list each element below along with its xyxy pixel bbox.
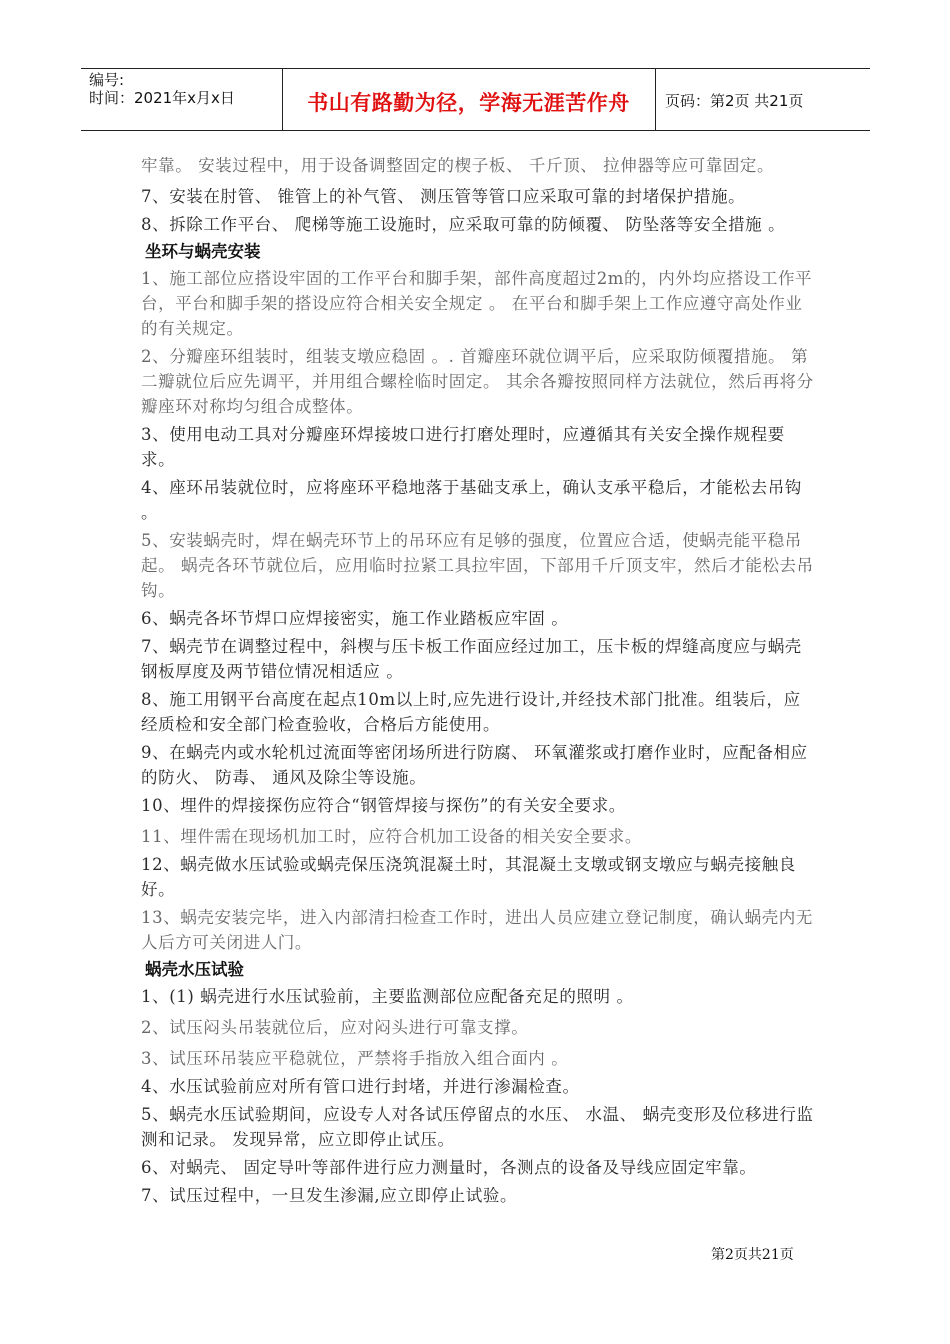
list-item: 5、安装蜗壳时，焊在蜗壳环节上的吊环应有足够的强度，位置应合适，使蜗壳能平稳吊起。 蜗壳各环节就位后，应用临时拉紧工具拉牢固，下部用千斤顶支牢，然后才能松去吊钩。 (141, 531, 814, 600)
list-item: 8、施工用钢平台高度在起点10m以上时,应先进行设计,并经技术部门批准。组装后，应经质检和安全部门检查验收，合格后方能使用。 (141, 690, 801, 734)
list-item: 10、埋件的焊接探伤应符合“钢管焊接与探伤”的有关安全要求。 (141, 796, 626, 815)
list-item: 4、水压试验前应对所有管口进行封堵，并进行渗漏检查。 (141, 1077, 580, 1096)
list-item: 2、分瓣座环组装时，组装支墩应稳固 。. 首瓣座环就位调平后，应采取防倾覆措施。 第二瓣就位后应先调平，并用组合螺栓临时固定。 其余各瓣按照同样方法就位，然后再将分瓣座环对称均匀组合成整体。 (141, 347, 814, 416)
list-item: 3、试压环吊装应平稳就位，严禁将手指放入组合面内 。 (141, 1049, 569, 1068)
list-item: 12、蜗壳做水压试验或蜗壳保压浇筑混凝土时，其混凝土支墩或钢支墩应与蜗壳接触良好。 (141, 855, 796, 899)
list-item: 4、座环吊装就位时，应将座环平稳地落于基础支承上，确认支承平稳后，才能松去吊钩 。 (141, 478, 802, 522)
paragraph: 8、拆除工作平台、 爬梯等施工设施时，应采取可靠的防倾覆、 防坠落等安全措施 。 (141, 215, 786, 234)
list-item: 2、试压闷头吊装就位后，应对闷头进行可靠支撑。 (141, 1018, 529, 1037)
list-item: 13、蜗壳安装完毕，进入内部清扫检查工作时，进出人员应建立登记制度，确认蜗壳内无人后方可关闭进人门。 (141, 908, 813, 952)
list-item: 7、试压过程中，一旦发生渗漏,应立即停止试验。 (141, 1186, 518, 1205)
document-body (141, 153, 817, 1211)
section-heading: 坐环与蜗壳安装 (145, 242, 261, 261)
header-divider (655, 69, 656, 130)
header-left-cell (89, 71, 235, 107)
paragraph: 7、安装在肘管、 锥管上的补气管、 测压管等管口应采取可靠的封堵保护措施。 (141, 187, 746, 206)
list-item: 3、使用电动工具对分瓣座环焊接坡口进行打磨处理时，应遵循其有关安全操作规程要求。 (141, 425, 785, 469)
list-item: 5、蜗壳水压试验期间，应设专人对各试压停留点的水压、 水温、 蜗壳变形及位移进行监测和记录。 发现异常，应立即停止试压。 (141, 1105, 814, 1149)
header-page-code: 页码：第2页 共21页 (665, 92, 804, 110)
paragraph: 牢靠。 安装过程中，用于设备调整固定的楔子板、 千斤顶、 拉伸器等应可靠固定。 (141, 156, 775, 175)
list-item: 1、(1) 蜗壳进行水压试验前，主要监测部位应配备充足的照明 。 (141, 987, 634, 1006)
page-footer: 第2页共21页 (711, 1247, 794, 1263)
header-motto: 书山有路勤为径，学海无涯苦作舟 (307, 91, 630, 115)
list-item: 7、蜗壳节在调整过程中，斜楔与压卡板工作面应经过加工，压卡板的焊缝高度应与蜗壳钢板厚度及两节错位情况相适应 。 (141, 637, 802, 681)
list-item: 9、在蜗壳内或水轮机过流面等密闭场所进行防腐、 环氧灌浆或打磨作业时，应配备相应的防火、 防毒、 通风及除尘等设施。 (141, 743, 808, 787)
section-heading: 蜗壳水压试验 (145, 960, 244, 979)
list-item: 1、施工部位应搭设牢固的工作平台和脚手架，部件高度超过2m的，内外均应搭设工作平台，平台和脚手架的搭设应符合相关安全规定 。 在平台和脚手架上工作应遵守高处作业的有关规定。 (141, 269, 813, 338)
header-table (81, 68, 870, 131)
list-item: 6、蜗壳各坏节焊口应焊接密实，施工作业踏板应牢固 。 (141, 609, 569, 628)
date-line: 时间：2021年x月x日 (89, 89, 235, 107)
list-item: 11、埋件需在现场机加工时，应符合机加工设备的相关安全要求。 (141, 827, 642, 846)
number-label: 编号: (89, 71, 125, 89)
list-item: 6、对蜗壳、 固定导叶等部件进行应力测量时，各测点的设备及导线应固定牢靠。 (141, 1158, 757, 1177)
